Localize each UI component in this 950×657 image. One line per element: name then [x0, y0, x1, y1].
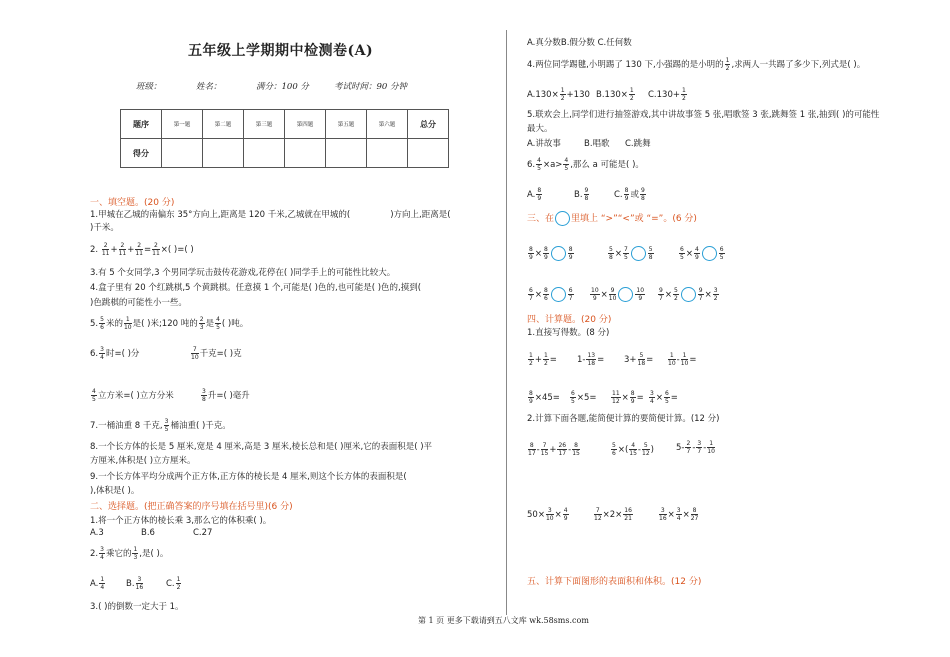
- calc-item: $\frac{7}{12}$ ×2× $\frac{16}{21}$: [594, 507, 632, 522]
- score-input-cell[interactable]: [367, 139, 408, 168]
- table-cell: 第一题: [162, 110, 203, 139]
- table-cell: 第三题: [244, 110, 285, 139]
- choice-4-option-c[interactable]: C.130+ $\frac{1}{2}$: [648, 87, 686, 102]
- fraction: $\frac{3}{5}$: [164, 418, 169, 433]
- fraction: $\frac{2}{3}$: [199, 316, 204, 331]
- compare-item: $\frac{6}{5}$ × $\frac{4}{9}$ $\frac{6}{5}$: [680, 246, 724, 261]
- full-score-label: 满分：100 分: [256, 82, 309, 92]
- table-cell: 第六题: [367, 110, 408, 139]
- section-compare-title: 三、在 里填上 “>”“<”或 “=”。(6 分): [527, 211, 697, 226]
- page-title: 五年级上学期期中检测卷(A): [188, 43, 374, 59]
- compare-circle-input[interactable]: [631, 246, 646, 261]
- choice-4-option-a[interactable]: A.130× $\frac{1}{2}$ +130: [527, 87, 590, 102]
- fraction: $\frac{2}{11}$: [101, 242, 110, 257]
- score-input-cell[interactable]: [162, 139, 203, 168]
- score-input-cell[interactable]: [244, 139, 285, 168]
- table-cell: 第四题: [285, 110, 326, 139]
- question-6b: $\frac{7}{10}$ 千克=( )克: [191, 346, 242, 361]
- choice-3: 3.( )的倒数一定大于 1。: [90, 602, 184, 612]
- calc-part-1: 1.直接写得数。(8 分): [527, 328, 610, 338]
- fraction: $\frac{3}{8}$: [202, 388, 206, 403]
- choice-5a: 5.联欢会上,同学们进行抽签游戏,其中讲故事签 5 张,唱歌签 3 张,跳舞签 1 张,抽到( )的可能性: [527, 110, 880, 120]
- choice-3-options[interactable]: A.真分数B.假分数 C.任何数: [527, 38, 632, 48]
- question-6d: $\frac{3}{8}$ 升=( )毫升: [202, 388, 250, 403]
- fraction: $\frac{1}{2}$: [176, 576, 181, 591]
- choice-5-option-a[interactable]: A.讲故事: [527, 139, 561, 149]
- choice-5b: 最大。: [527, 124, 553, 134]
- choice-2-option-a[interactable]: A. $\frac{1}{4}$: [90, 576, 105, 591]
- calc-item: $\frac{1}{10}$ - $\frac{1}{10}$ =: [668, 352, 697, 367]
- question-1: [90, 208, 451, 220]
- exam-time-label: 考试时间：90 分钟: [334, 82, 408, 92]
- choice-6-option-a[interactable]: A. $\frac{8}{9}$: [527, 187, 542, 202]
- fraction: $\frac{1}{3}$: [133, 546, 138, 561]
- calc-item: 5- $\frac{2}{7}$ - $\frac{3}{7}$ - $\frac{1}{10}$: [676, 440, 715, 455]
- choice-2-option-c[interactable]: C. $\frac{1}{2}$: [166, 576, 181, 591]
- fraction: $\frac{4}{5}$: [564, 157, 569, 172]
- score-table-header-row: [121, 110, 449, 139]
- question-7: 7.一桶油重 8 千克, $\frac{3}{5}$ 桶油重( )千克。: [90, 418, 231, 433]
- fraction: $\frac{2}{11}$: [118, 242, 127, 257]
- score-table: [120, 109, 449, 168]
- fraction: $\frac{5}{6}$: [100, 316, 104, 331]
- question-5: 5. $\frac{5}{6}$ 米的 $\frac{1}{10}$ 是( )米;120 吨的 $\frac{2}{3}$ 是 $\frac{4}{5}$ ( )吨。: [90, 316, 249, 331]
- compare-item: $\frac{9}{7}$ × $\frac{5}{2}$ $\frac{9}{7}$ × $\frac{3}{2}$: [659, 287, 718, 302]
- choice-4-option-b[interactable]: B.130× $\frac{1}{2}$: [596, 87, 634, 102]
- question-8b: 方厘米,体积是( )立方厘米。: [90, 456, 196, 466]
- name-label: 姓名：: [196, 82, 222, 92]
- fraction: $\frac{3}{4}$: [100, 346, 104, 361]
- column-divider: [506, 30, 507, 615]
- score-input-cell[interactable]: [203, 139, 244, 168]
- calc-part-2: 2.计算下面各题,能简便计算的要简便计算。(12 分): [527, 414, 720, 424]
- table-cell: 第五题: [326, 110, 367, 139]
- section-calc-title: 四、计算题。(20 分): [527, 315, 612, 325]
- calc-item: 50× $\frac{3}{10}$ × $\frac{4}{9}$: [527, 507, 568, 522]
- fraction: $\frac{8}{9}$: [537, 187, 542, 202]
- choice-6: 6. $\frac{4}{5}$ ×a> $\frac{4}{5}$ ,那么 a 可能是( )。: [527, 157, 644, 172]
- choice-1-option-a[interactable]: A.3: [90, 528, 104, 538]
- calc-item: $\frac{6}{5}$ ×5=: [571, 390, 597, 405]
- choice-2: 2. $\frac{3}{4}$ 乘它的 $\frac{1}{3}$ ,是( )。: [90, 546, 169, 561]
- fraction: $\frac{1}{10}$: [123, 316, 132, 331]
- q1-text-c: )千米。: [90, 223, 119, 233]
- choice-5-option-c[interactable]: C.跳舞: [625, 139, 651, 149]
- page-footer: 第 1 页 更多下载请到五八文库 wk.58sms.com: [418, 616, 589, 625]
- section-choice-title: 二、选择题。(把正确答案的序号填在括号里)(6 分): [90, 502, 293, 512]
- fraction: $\frac{9}{8}$: [584, 187, 589, 202]
- q1-text-b: )方向上,距离是(: [390, 210, 451, 220]
- calc-item: $\frac{11}{12}$ × $\frac{8}{9}$ =: [612, 390, 644, 405]
- choice-1-option-b[interactable]: B.6: [141, 528, 155, 538]
- fraction: $\frac{4}{5}$: [92, 388, 96, 403]
- score-input-cell[interactable]: [285, 139, 326, 168]
- class-label: 班级：: [136, 82, 162, 92]
- section-fill-blank-title: 一、填空题。(20 分): [90, 198, 175, 208]
- score-table-score-row: [121, 139, 449, 168]
- table-cell: 题序: [121, 110, 162, 139]
- compare-item: $\frac{6}{7}$ × $\frac{8}{6}$ $\frac{6}{7}$: [529, 287, 573, 302]
- calc-item: $\frac{8}{9}$ ×45=: [529, 390, 560, 405]
- calc-item: 3+ $\frac{5}{18}$ =: [624, 352, 654, 367]
- fraction: $\frac{2}{11}$: [135, 242, 143, 257]
- fraction: $\frac{9}{8}$: [640, 187, 645, 202]
- fraction: $\frac{1}{2}$: [560, 87, 565, 102]
- question-9a: 9.一个长方体平均分成两个正方体,正方体的棱长是 4 厘米,则这个长方体的表面积是(: [90, 472, 407, 482]
- fraction: $\frac{7}{10}$: [191, 346, 199, 361]
- fraction: $\frac{3}{16}$: [135, 576, 144, 591]
- calc-item: 1- $\frac{13}{18}$ =: [577, 352, 605, 367]
- score-input-cell[interactable]: [408, 139, 449, 168]
- compare-item: $\frac{8}{9}$ × $\frac{8}{9}$ $\frac{8}{9}$: [529, 246, 573, 261]
- section-geometry-title: 五、计算下面图形的表面积和体积。(12 分): [527, 577, 702, 587]
- score-input-cell[interactable]: [326, 139, 367, 168]
- compare-circle-input[interactable]: [551, 246, 566, 261]
- table-cell: 第二题: [203, 110, 244, 139]
- fraction: $\frac{2}{11}$: [152, 242, 160, 257]
- compare-circle-icon: [555, 211, 570, 226]
- fraction: $\frac{1}{2}$: [629, 87, 634, 102]
- fraction: $\frac{1}{2}$: [681, 87, 686, 102]
- q2-blanks: ×( )=( ): [160, 245, 194, 255]
- fraction: $\frac{4}{5}$: [216, 316, 220, 331]
- question-8a: 8.一个长方体的长是 5 厘米,宽是 4 厘米,高是 3 厘米,棱长总和是( )厘米,它的表面积是( )平: [90, 442, 433, 452]
- compare-item: $\frac{10}{9}$ × $\frac{9}{10}$ $\frac{10}{9}$: [591, 287, 645, 302]
- fraction: $\frac{8}{9}$: [624, 187, 629, 202]
- fraction: $\frac{1}{4}$: [100, 576, 105, 591]
- choice-1: 1.将一个正方体的棱长乘 3,那么它的体积乘( )。: [90, 516, 272, 526]
- compare-item: $\frac{5}{8}$ × $\frac{7}{5}$ $\frac{5}{8}$: [609, 246, 653, 261]
- choice-1-option-c[interactable]: C.27: [193, 528, 213, 538]
- choice-2-option-b[interactable]: B. $\frac{3}{16}$: [126, 576, 144, 591]
- calc-item: $\frac{8}{17}$ - $\frac{7}{15}$ + $\frac{26}{17}$ - $\frac{8}{15}$: [528, 442, 580, 457]
- question-4b: )色跳棋的可能性小一些。: [90, 298, 187, 308]
- question-6c: $\frac{4}{5}$ 立方米=( )立方分米: [92, 388, 174, 403]
- calc-item: $\frac{3}{16}$ × $\frac{3}{4}$ × $\frac{8}{27}$: [659, 507, 699, 522]
- question-9b: ),体积是( )。: [90, 486, 140, 496]
- compare-circle-input[interactable]: [702, 246, 717, 261]
- calc-item: $\frac{5}{6}$ ×( $\frac{4}{15}$ - $\frac{5}{12}$ ): [612, 442, 654, 457]
- fraction: $\frac{1}{2}$: [725, 57, 730, 72]
- q1-text-a: 1.甲城在乙城的南偏东 35°方向上,距离是 120 千米,乙城就在甲城的(: [90, 210, 351, 220]
- table-cell: 总分: [408, 110, 449, 139]
- compare-circle-input[interactable]: [681, 287, 696, 302]
- question-6a: 6. $\frac{3}{4}$ 时=( )分: [90, 346, 140, 361]
- question-3: 3.有 5 个女同学,3 个男同学玩击鼓传花游戏,花停在( )同学手上的可能性比较大。: [90, 268, 396, 278]
- choice-6-option-c[interactable]: C. $\frac{8}{9}$ 或 $\frac{9}{8}$: [614, 187, 645, 202]
- calc-item: $\frac{3}{4}$ × $\frac{6}{5}$ =: [650, 390, 678, 405]
- compare-circle-input[interactable]: [618, 287, 633, 302]
- choice-4: 4.两位同学踢毽,小明踢了 130 下,小强踢的是小明的 $\frac{1}{2}$ ,求两人一共踢了多少下,列式是( )。: [527, 57, 866, 72]
- compare-circle-input[interactable]: [551, 287, 566, 302]
- fraction: $\frac{3}{4}$: [100, 546, 104, 561]
- choice-5-option-b[interactable]: B.唱歌: [584, 139, 610, 149]
- calc-item: $\frac{1}{2}$ + $\frac{1}{2}$ =: [529, 352, 557, 367]
- table-cell: 得分: [121, 139, 162, 168]
- choice-6-option-b[interactable]: B. $\frac{9}{8}$: [574, 187, 589, 202]
- question-4a: 4.盒子里有 20 个红跳棋,5 个黄跳棋。任意摸 1 个,可能是( )色的,也可能是( )色的,摸到(: [90, 283, 422, 293]
- q2-label: 2.: [90, 245, 99, 255]
- fraction: $\frac{4}{5}$: [537, 157, 541, 172]
- question-2: 2. $\frac{2}{11}$ + $\frac{2}{11}$ + $\frac{2}{11}$ = $\frac{2}{11}$ ×( )=( ): [90, 242, 194, 257]
